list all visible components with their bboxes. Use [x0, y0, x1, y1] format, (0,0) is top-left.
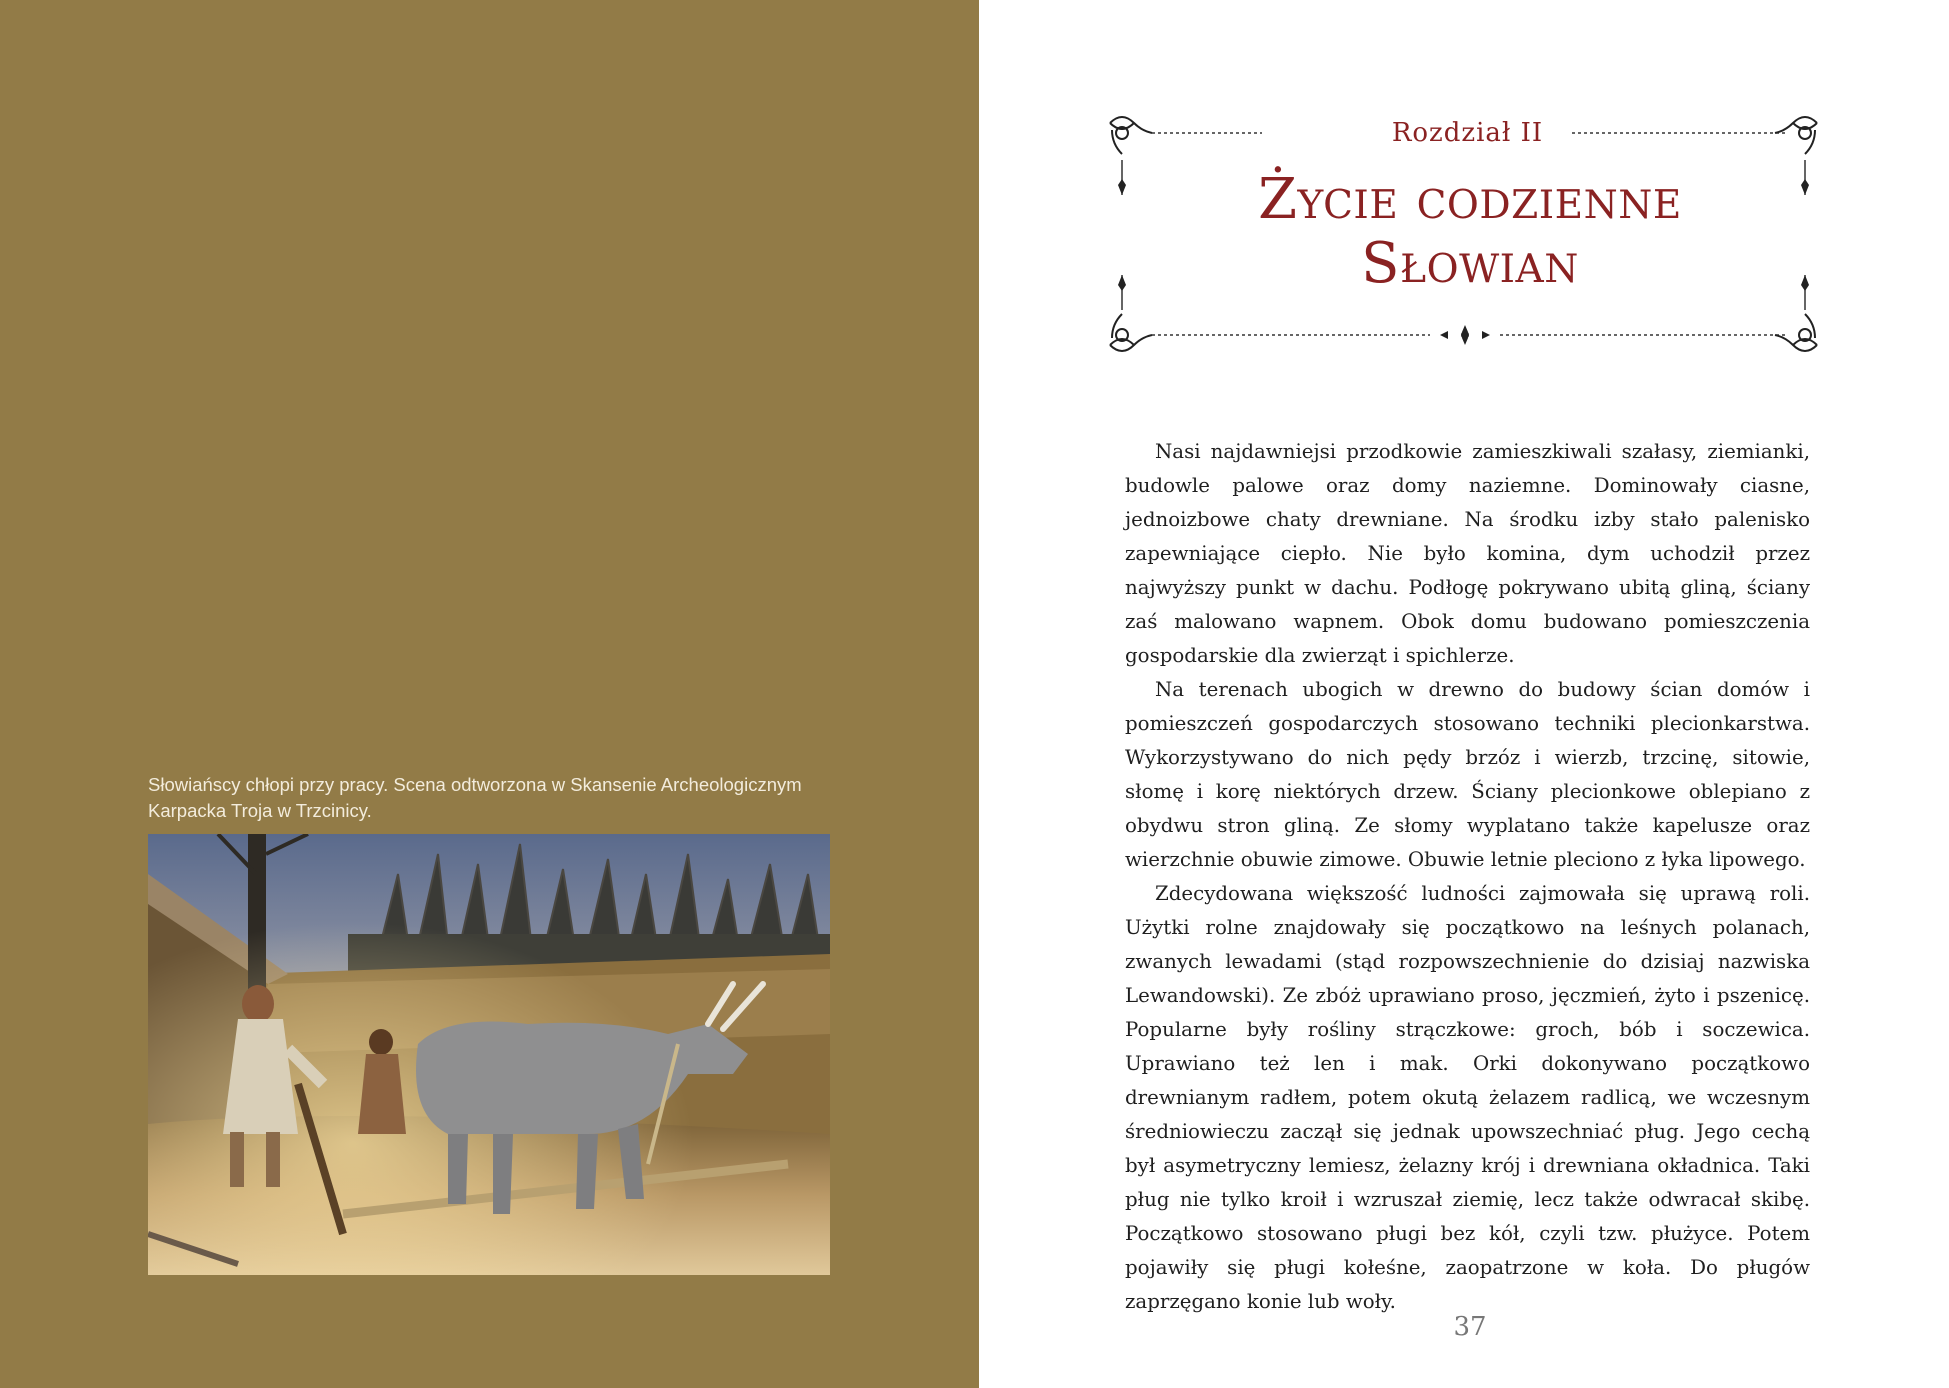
paragraph: Na terenach ubogich w drewno do budowy ścian domów i pomieszczeń gospodarczych stosowano techniki plecionkarstwa. Wykorzystywano do nich pędy brzóz i wierzb, trzcinę, sitowie, słomę i korę niektórych drzew. Ściany plecionkowe oblepiano z obydwu stron gliną. Ze słomy wyplatano także kapelusze oraz wierzchnie obuwie zimowe. Obuwie letnie pleciono z łyka lipowego. — [1125, 678, 1810, 871]
chapter-title-line: Słowian — [1361, 231, 1579, 296]
chapter-title-line: Życie codzienne — [1258, 167, 1682, 232]
caption-line: Karpacka Troja w Trzcinicy. — [148, 800, 372, 821]
page-number: 37 — [1453, 1312, 1487, 1342]
chapter-label: Rozdział II — [1391, 118, 1544, 148]
chapter-title — [1150, 168, 1790, 296]
body-text — [1125, 435, 1810, 1319]
paragraph: Nasi najdawniejsi przodkowie zamieszkiwali szałasy, ziemianki, budowle palowe oraz domy naziemne. Dominowały ciasne, jednoizbowe chaty drewniane. Na środku izby stało palenisko zapewniające ciepło. Nie było komina, dym uchodził przez najwyższy punkt w dachu. Podłogę pokrywano ubitą gliną, ściany zaś malowano wapnem. Obok domu budowano pomieszczenia gospodarskie dla zwierząt i spichlerze. — [1125, 440, 1810, 667]
caption-line: Słowiańscy chłopi przy pracy. Scena odtworzona w Skansenie Archeologicznym — [148, 774, 802, 795]
paragraph: Zdecydowana większość ludności zajmowała się uprawą roli. Użytki rolne znajdowały się początkowo na leśnych polanach, zwanych lewadami (stąd rozpowszechnienie do dzisiaj nazwiska Lewandowski). Ze zbóż uprawiano proso, jęczmień, żyto i pszenicę. Popularne były rośliny strączkowe: groch, bób i soczewica. Uprawiano też len i mak. Orki dokonywano początkowo drewnianym radłem, potem okutą żelazem radlicą, we wczesnym średniowieczu zaczął się jednak upowszechniać pług. Jego cechą był asymetryczny lemiesz, żelazny krój i drewniana okładnica. Taki pług nie tylko kroił i wzruszał ziemię, lecz także odwracał skibę. Początkowo stosowano pługi bez kół, czyli tzw. płużyce. Potem pojawiły się pługi kołeśne, zaopatrzone w koła. Do pługów zaprzęgano konie lub woły. — [1125, 882, 1810, 1313]
